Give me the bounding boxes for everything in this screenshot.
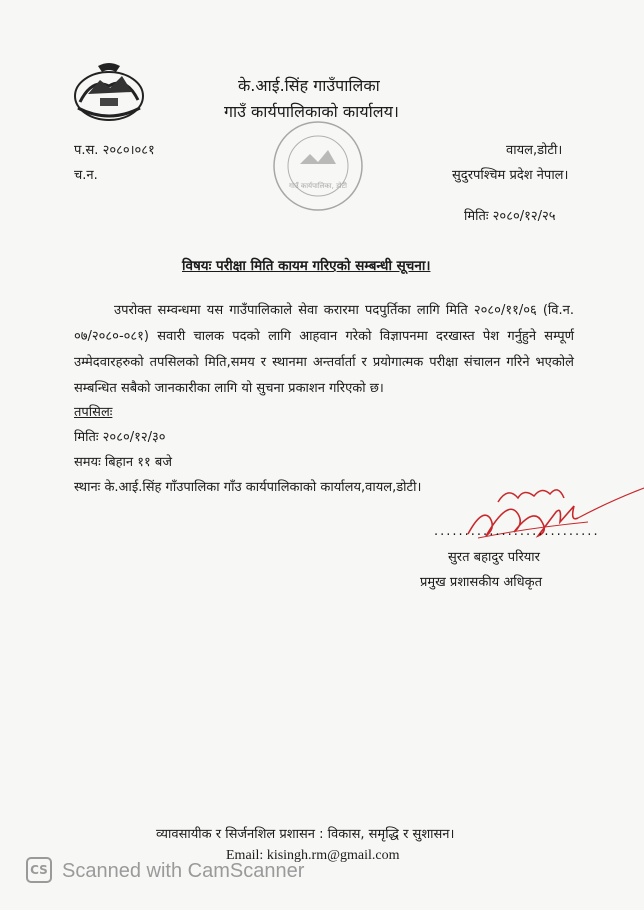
location-line-1: वायल,डोटी। — [506, 143, 563, 158]
reference-number: प.स. २०८०।०८१ — [74, 143, 155, 158]
exam-place: स्थानः के.आई.सिंह गाँउपालिका गाँउ कार्यपालिकाको कार्यालय,वायल,डोटी। — [74, 480, 422, 495]
location-line-2: सुदुरपश्चिम प्रदेश नेपाल। — [452, 168, 569, 183]
footer-email: Email: kisingh.rm@gmail.com — [226, 848, 400, 863]
notice-paragraph — [74, 298, 574, 402]
subject-line: विषयः परीक्षा मिति कायम गरिएको सम्बन्धी सूचना। — [182, 258, 431, 274]
camscanner-logo-icon: CS — [26, 857, 52, 883]
footer-motto: व्यावसायीक र सिर्जनशिल प्रशासन : विकास, समृद्धि र सुशासन। — [156, 827, 455, 842]
nepal-emblem-icon — [70, 58, 148, 124]
signature-line: ........................... — [434, 524, 600, 539]
letter-date: मितिः २०८०/१२/२५ — [464, 209, 556, 224]
details-heading: तपसिलः — [74, 405, 113, 420]
exam-date: मितिः २०८०/१२/३० — [74, 430, 166, 445]
signatory-name: सुरत बहादुर परियार — [448, 550, 540, 565]
scanner-watermark: Scanned with CamScanner — [62, 860, 305, 882]
office-name: गाउँ कार्यपालिकाको कार्यालय। — [224, 102, 399, 121]
exam-time: समयः बिहान ११ बजे — [74, 455, 172, 470]
paragraph-text: उपरोक्त सम्वन्धमा यस गाउँपालिकाले सेवा करारमा पदपुर्तिका लागि मिति २०८०/११/०६ (वि.न. ०७/२०८०-०८१) सवारी चालक पदको लागि आहवान गरेको विज्ञापनमा दरखास्त पेश गर्नुहुने सम्पूर्ण उम्मेदवारहरुको तपसिलको मिति,समय र स्थानमा अन्तर्वार्ता र प्रयोगात्मक परीक्षा संचालन गरिने भएकोले सम्बन्धित सबैको जानकारीका लागि यो सुचना प्रकाशन गरिएको छ। — [74, 303, 574, 396]
org-name: के.आई.सिंह गाउँपालिका — [238, 76, 380, 95]
signatory-title: प्रमुख प्रशासकीय अधिकृत — [420, 575, 543, 590]
office-stamp-icon — [270, 118, 366, 214]
stamp-text: गाउँ कार्यपालिका, डोटी — [289, 182, 347, 190]
dispatch-number: च.न. — [74, 168, 98, 183]
